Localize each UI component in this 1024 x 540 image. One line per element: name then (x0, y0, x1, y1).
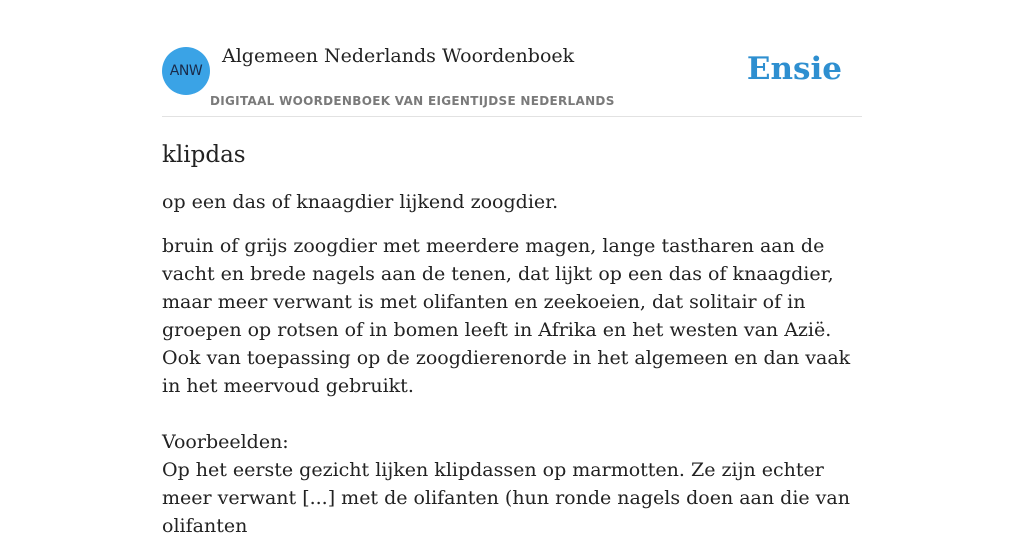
usage-note: Ook van toepassing op de zoogdierenorde in het algemeen en dan vaak in het meervoud gebruikt. (162, 347, 851, 397)
entry-body (162, 232, 862, 540)
spacer (162, 400, 862, 428)
examples-label: Voorbeelden: (162, 431, 289, 453)
site-header (162, 0, 862, 117)
entry-content (162, 138, 862, 540)
site-subtitle: DIGITAAL WOORDENBOEK VAN EIGENTIJDSE NEDERLANDS (210, 94, 615, 108)
example-text: Op het eerste gezicht lijken klipdassen op marmotten. Ze zijn echter meer verwant [...] met de olifanten (hun ronde nagels doen aan die van olifanten (162, 459, 850, 537)
anw-logo[interactable]: ANW (162, 47, 210, 95)
entry-headword: klipdas (162, 142, 246, 168)
site-title[interactable]: Algemeen Nederlands Woordenboek (222, 45, 575, 67)
ensie-brand-logo[interactable]: Ensie (746, 51, 842, 87)
short-definition: op een das of knaagdier lijkend zoogdier. (162, 191, 559, 213)
full-definition: bruin of grijs zoogdier met meerdere magen, lange tastharen aan de vacht en brede nagels aan de tenen, dat lijkt op een das of knaagdier, maar meer verwant is met olifanten en zeekoeien, dat solitair of in groepen op rotsen of in bomen leeft in Afrika en het westen van Azië. (162, 235, 834, 341)
